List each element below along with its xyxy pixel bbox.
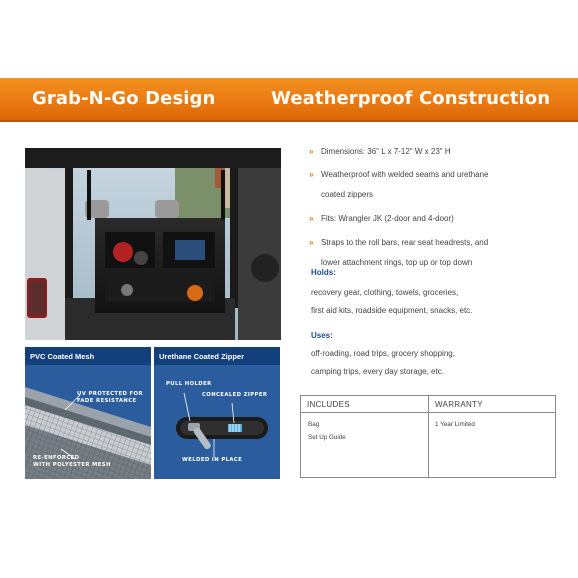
bullet-chevron-icon: » bbox=[309, 214, 314, 223]
bullet-text: Straps to the roll bars, rear seat headrests, and bbox=[321, 238, 489, 247]
includes-item-guide: Set Up Guide bbox=[308, 434, 346, 441]
warranty-value: 1 Year Limited bbox=[435, 421, 475, 428]
holds-line2: first aid kits, roadside equipment, snacks, etc. bbox=[311, 306, 473, 315]
uses-title: Uses: bbox=[311, 331, 333, 340]
includes-list bbox=[308, 418, 346, 444]
bullet-weatherproof bbox=[309, 165, 559, 205]
heading-grab-n-go: Grab-N-Go Design bbox=[32, 88, 216, 109]
includes-warranty-table bbox=[300, 395, 556, 478]
bullet-straps bbox=[309, 233, 559, 273]
reinforced-callout-line2: WITH POLYESTER MESH bbox=[33, 462, 111, 468]
bullet-chevron-icon: » bbox=[309, 238, 314, 247]
heading-weatherproof: Weatherproof Construction bbox=[271, 88, 551, 109]
bullet-text: Fits: Wrangler JK (2-door and 4-door) bbox=[321, 214, 454, 223]
uv-callout-line1: UV PROTECTED FOR bbox=[77, 391, 143, 397]
holds-text bbox=[311, 284, 561, 320]
reinforced-callout-line1: RE-ENFORCED bbox=[33, 455, 80, 461]
uses-text bbox=[311, 345, 561, 381]
includes-item-bag: Bag bbox=[308, 421, 320, 428]
uses-line2: camping trips, every day storage, etc. bbox=[311, 367, 444, 376]
holds-line1: recovery gear, clothing, towels, groceries, bbox=[311, 288, 459, 297]
feature-bullets bbox=[309, 143, 559, 273]
uv-callout-line2: FADE RESISTANCE bbox=[77, 398, 137, 404]
pull-holder-callout: PULL HOLDER bbox=[166, 381, 212, 387]
bullet-text: Weatherproof with welded seams and urethane bbox=[321, 170, 489, 179]
bullet-chevron-icon: » bbox=[309, 147, 314, 156]
bullet-text-cont: coated zippers bbox=[321, 190, 374, 199]
zipper-panel bbox=[154, 347, 280, 479]
concealed-zipper-callout: CONCEALED ZIPPER bbox=[202, 392, 268, 398]
welded-callout: WELDED IN PLACE bbox=[182, 457, 243, 463]
pvc-mesh-panel bbox=[25, 347, 151, 479]
header-banner bbox=[0, 78, 578, 122]
pvc-panel-body bbox=[25, 365, 151, 479]
bullet-text-cont: lower attachment rings, top up or top down bbox=[321, 258, 473, 267]
bullet-dimensions bbox=[309, 143, 559, 160]
bullet-chevron-icon: » bbox=[309, 170, 314, 179]
warranty-header: WARRANTY bbox=[435, 400, 483, 409]
uses-line1: off-roading, road trips, grocery shopping, bbox=[311, 349, 455, 358]
jeep-cargo-bag-photo-icon bbox=[25, 148, 281, 340]
pvc-panel-title: PVC Coated Mesh bbox=[25, 347, 151, 365]
bullet-text: Dimensions: 36" L x 7-12" W x 23" H bbox=[321, 147, 451, 156]
zipper-panel-body bbox=[154, 365, 280, 479]
zipper-panel-title: Urethane Coated Zipper bbox=[154, 347, 280, 365]
table-divider-vertical bbox=[428, 396, 429, 477]
holds-title: Holds: bbox=[311, 268, 336, 277]
table-divider-horizontal bbox=[301, 412, 555, 413]
bullet-fits bbox=[309, 210, 559, 227]
product-photo bbox=[25, 148, 281, 340]
includes-header: INCLUDES bbox=[307, 400, 350, 409]
